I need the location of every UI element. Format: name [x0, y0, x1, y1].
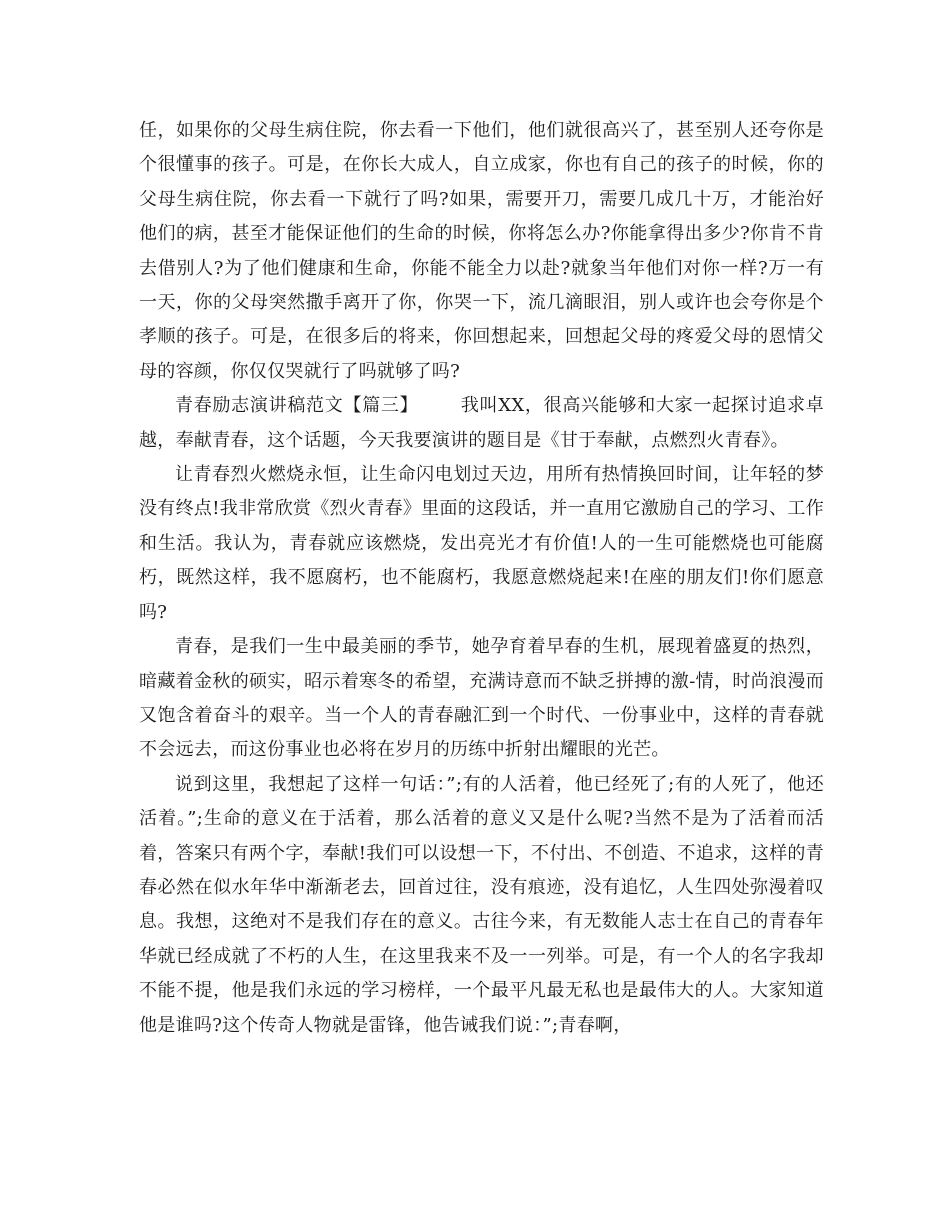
section-heading: 青春励志演讲稿范文【篇三】	[175, 395, 419, 417]
paragraph-2	[139, 389, 824, 458]
paragraph-4: 青春，是我们一生中最美丽的季节，她孕育着早春的生机，展现着盛夏的热烈，暗藏着金秋的硕实，昭示着寒冬的希望，充满诗意而不缺乏拼搏的激-情，时尚浪漫而又饱含着奋斗的艰辛。当一个人的青春融汇到一个时代、一份事业中，这样的青春就不会远去，而这份事业也必将在岁月的历练中折射出耀眼的光芒。	[139, 636, 824, 761]
paragraph-5: 说到这里，我想起了这样一句话：”;有的人活着，他已经死了;有的人死了，他还活着。”;生命的意义在于活着，那么活着的意义又是什么呢?当然不是为了活着而活着，答案只有两个字，奉献!我们可以设想一下，不付出、不创造、不追求，这样的青春必然在似水年华中渐渐老去，回首过往，没有痕迹，没有追忆，人生四处弥漫着叹息。我想，这绝对不是我们存在的意义。古往今来，有无数能人志士在自己的青春年华就已经成就了不朽的人生，在这里我来不及一一列举。可是，有一个人的名字我却不能不提，他是我们永远的学习榜样，一个最平凡最无私也是最伟大的人。大家知道他是谁吗?这个传奇人物就是雷锋，他告诫我们说：”;青春啊，	[139, 773, 824, 1036]
paragraph-1: 任，如果你的父母生病住院，你去看一下他们，他们就很高兴了，甚至别人还夸你是个很懂事的孩子。可是，在你长大成人，自立成家，你也有自己的孩子的时候，你的父母生病住院，你去看一下就行了吗?如果，需要开刀，需要几成几十万，才能治好他们的病，甚至才能保证他们的生命的时候，你将怎么办?你能拿得出多少?你肯不肯去借别人?为了他们健康和生命，你能不能全力以赴?就象当年他们对你一样?万一有一天，你的父母突然撒手离开了你，你哭一下，流几滴眼泪，别人或许也会夸你是个孝顺的孩子。可是，在很多后的将来，你回想起来，回想起父母的疼爱父母的恩情父母的容颜，你仅仅哭就行了吗就够了吗?	[139, 120, 824, 382]
document-body	[139, 114, 824, 1043]
paragraph-2-text: 我叫XX，很高兴能够和大家一起探讨追求卓越，奉献青春，这个话题，今天我要演讲的题目是《甘于奉献，点燃烈火青春》。	[139, 395, 824, 451]
paragraph-3: 让青春烈火燃烧永恒，让生命闪电划过天边，用所有热情换回时间，让年轻的梦没有终点!我非常欣赏《烈火青春》里面的这段话，并一直用它激励自己的学习、工作和生活。我认为，青春就应该燃烧，发出亮光才有价值!人的一生可能燃烧也可能腐朽，既然这样，我不愿腐朽，也不能腐朽，我愿意燃烧起来!在座的朋友们!你们愿意吗?	[139, 464, 824, 623]
